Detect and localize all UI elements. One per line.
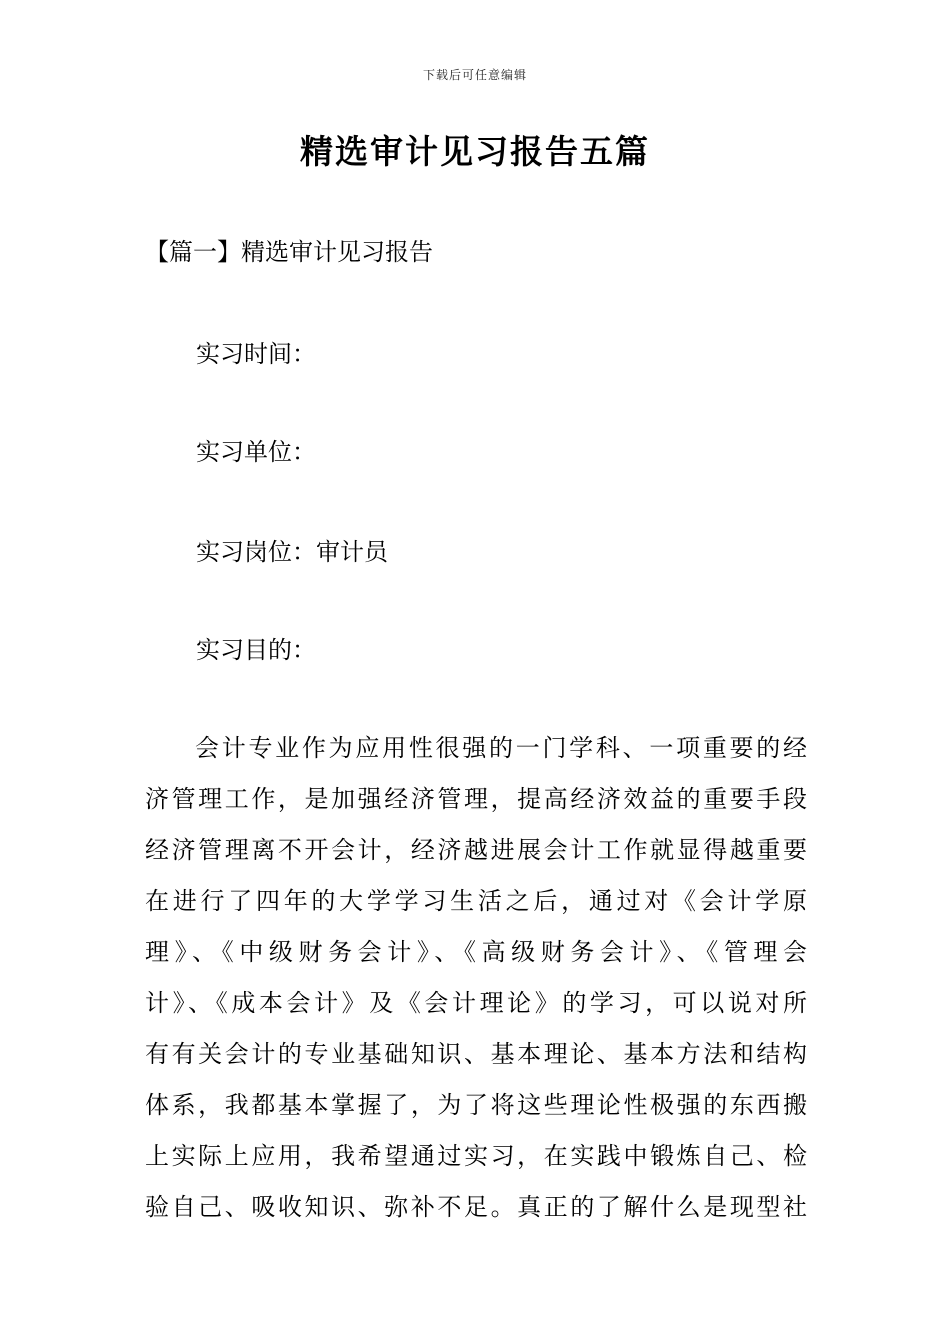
body-line: 在进行了四年的大学学习生活之后，通过对《会计学原: [145, 887, 807, 915]
section-heading: 【篇一】精选审计见习报告: [145, 238, 433, 266]
document-title: 精选审计见习报告五篇: [300, 132, 650, 171]
body-line: 验自己、吸收知识、弥补不足。真正的了解什么是现型社: [145, 1193, 807, 1221]
body-line: 体系，我都基本掌握了，为了将这些理论性极强的东西搬: [145, 1091, 807, 1119]
body-line: 计》、《成本会计》及《会计理论》的学习，可以说对所: [145, 989, 807, 1017]
field-internship-time: 实习时间：: [196, 340, 316, 368]
body-line: 理》、《中级财务会计》、《高级财务会计》、《管理会: [145, 938, 807, 966]
body-line: 有有关会计的专业基础知识、基本理论、基本方法和结构: [145, 1040, 807, 1068]
body-line: 上实际上应用，我希望通过实习，在实践中锻炼自己、检: [145, 1142, 807, 1170]
field-internship-unit: 实习单位：: [196, 438, 316, 466]
body-line: 会计专业作为应用性很强的一门学科、一项重要的经: [195, 734, 807, 762]
body-line: 济管理工作，是加强经济管理，提高经济效益的重要手段: [145, 785, 807, 813]
body-line: 经济管理离不开会计，经济越进展会计工作就显得越重要: [145, 836, 807, 864]
body-paragraph: [145, 728, 807, 1238]
field-internship-position: 实习岗位：审计员: [196, 538, 388, 566]
header-note: 下载后可任意编辑: [422, 68, 527, 82]
field-internship-purpose: 实习目的：: [196, 636, 316, 664]
